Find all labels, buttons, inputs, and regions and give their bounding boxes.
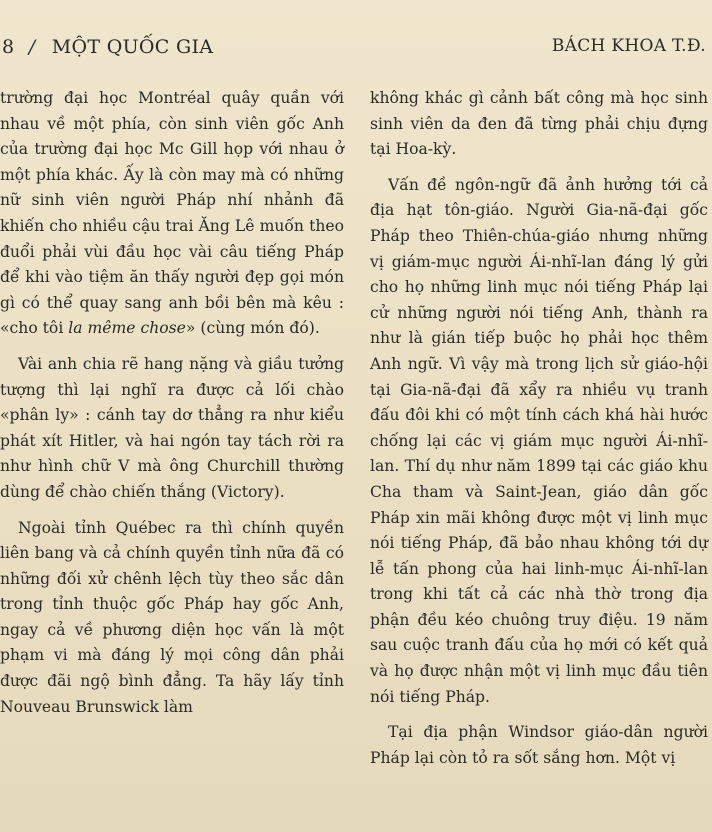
header-separator: / <box>28 36 36 58</box>
right-paragraph-3: Tại địa phận Windsor giáo-dân người Pháp lại còn tỏ ra sốt sắng hơn. Một vị <box>370 723 708 767</box>
left-paragraph-2: Vài anh chia rẽ hang nặng và giầu tưởng tượng thì lại nghĩ ra được cả lối chào «phân ly» : cánh tay dơ thẳng ra như kiểu phát xít Hitler, và hai ngón tay tách rời ra như hình chữ V mà ông Churchill thường dùng để chào chiến thắng (Victory). <box>0 354 344 501</box>
left-paragraph-1-text: trường đại học Montréal quây quần với nhau về một phía, còn sinh viên gốc Anh của trường đại học Mc Gill họp với nhau ở một phía khác. Ấy là còn may mà có những nữ sinh viên người Pháp nhí nhảnh đã khiến cho nhiều cậu trai Ăng Lê muốn theo đuổi phải vùi đầu học vài câu tiếng Pháp để khi vào tiệm ăn thấy người đẹp gọi món gì có thể quay sang anh bồi bên mà kêu : «cho tôi <box>0 89 344 338</box>
header-left <box>2 36 213 58</box>
right-paragraph-1: không khác gì cảnh bất công mà học sinh sinh viên da đen đã từng phải chịu đựng tại Hoa-kỳ. <box>370 89 708 159</box>
left-paragraph-1 <box>0 86 344 342</box>
left-paragraph-3: Ngoài tỉnh Québec ra thì chính quyền liên bang và cả chính quyền tỉnh nữa đã có những đối xử chênh lệch tùy theo sắc dân trong tỉnh thuộc gốc Pháp hay gốc Anh, ngay cả về phương diện học vấn là một phạm vi mà đáng lý mọi công dân phải được đãi ngộ bình đẳng. Ta hãy lấy tỉnh Nouveau Brunswick làm <box>0 518 344 716</box>
left-column <box>0 86 344 730</box>
italic-phrase: la même chose <box>68 319 186 338</box>
magazine-name: BÁCH KHOA T.Đ. <box>551 36 706 56</box>
page-header <box>0 36 712 66</box>
article-title: MỘT QUỐC GIA <box>51 36 214 58</box>
right-paragraph-2: Vấn đề ngôn-ngữ đã ảnh hưởng tới cả địa hạt tôn-giáo. Người Gia-nã-đại gốc Pháp theo Thiên-chúa-giáo nhưng những vị giám-mục người Ái-nhĩ-lan đáng lý gửi cho họ những linh mục nói tiếng Pháp lại cử những người nói tiếng Anh, thành ra như là gián tiếp buộc họ phải học thêm Anh ngữ. Vì vậy mà trong lịch sử giáo-hội tại Gia-nã-đại đã xẩy ra nhiều vụ tranh đấu đôi khi có một tính cách khá hài hước chống lại các vị giám mục người Ái-nhĩ-lan. Thí dụ như năm 1899 tại các giáo khu Cha tham và Saint-Jean, giáo dân gốc Pháp xin mãi không được một vị linh mục nói tiếng Pháp, đã bảo nhau không tới dự lễ tấn phong của hai linh-mục Ái-nhĩ-lan trong khi tất cả các nhà thờ trong địa phận đều kéo chuông truy điệu. 19 năm sau cuộc tranh đấu của họ mới có kết quả và họ được nhận một vị linh mục đầu tiên nói tiếng Pháp. <box>370 175 708 706</box>
page-number: 8 <box>2 36 15 58</box>
right-column <box>370 86 708 781</box>
left-paragraph-1-end: » (cùng món đó). <box>185 319 320 338</box>
